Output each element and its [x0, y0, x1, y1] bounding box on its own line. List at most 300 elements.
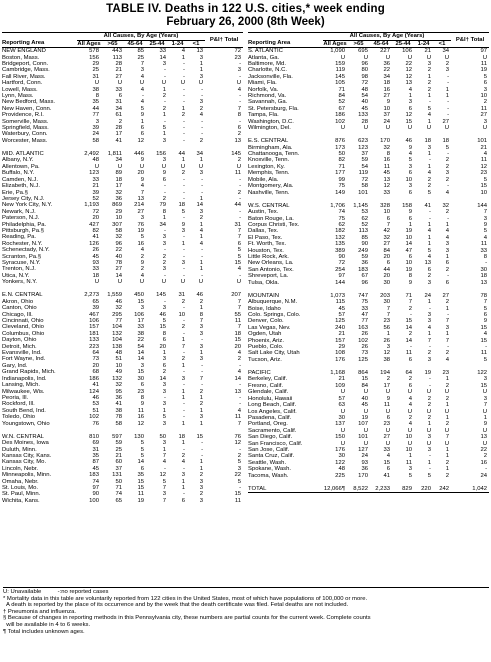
reporting-area-cell: Allentown, Pa. [2, 163, 40, 170]
value-cell: 7 [162, 484, 166, 491]
value-cell: 144 [477, 202, 488, 209]
value-cell: 5 [237, 253, 242, 260]
value-cell: 115 [335, 299, 345, 306]
value-cell: 3 [181, 375, 185, 382]
reporting-area-cell: Houston, Tex. [248, 247, 284, 254]
value-cell: 18 [442, 138, 450, 145]
value-cell: 17 [115, 131, 122, 138]
value-cell: 2 [162, 369, 166, 376]
value-cell: 51 [92, 407, 99, 414]
value-cell: 3 [445, 324, 450, 331]
value-cell: 74 [92, 478, 99, 485]
value-cell: 74 [115, 491, 122, 498]
value-cell: 21 [480, 144, 488, 151]
reporting-area-cell: MID. ATLANTIC [2, 151, 44, 158]
value-cell: 29 [92, 61, 99, 67]
value-cell: - [183, 234, 185, 241]
value-cell: U [407, 408, 412, 415]
value-cell: 6 [386, 466, 390, 473]
value-cell: 45 [383, 170, 390, 177]
value-cell: 71 [405, 292, 412, 299]
table-row [248, 48, 489, 55]
value-cell: 7 [483, 402, 488, 409]
reporting-area-cell: St. Paul, Minn. [2, 491, 41, 498]
value-cell: 54 [361, 163, 368, 170]
value-cell: 13 [480, 279, 488, 286]
value-cell: 3 [199, 497, 204, 504]
reporting-area-cell: Memphis, Tenn. [248, 170, 290, 177]
value-cell: 76 [92, 420, 99, 427]
value-cell: 3 [408, 466, 412, 473]
value-cell: 2 [445, 163, 450, 170]
value-cell: 5 [237, 478, 242, 485]
value-cell: 1 [181, 440, 185, 447]
reporting-area-cell: Detroit, Mich. [2, 343, 37, 350]
reporting-area-cell: Knoxville, Tenn. [248, 157, 290, 164]
reporting-area-cell: Wichita, Kans. [2, 497, 40, 504]
value-cell: 3 [483, 118, 488, 125]
value-cell: 40 [361, 99, 368, 106]
value-cell: 34 [383, 73, 390, 80]
value-cell: 6 [181, 497, 185, 504]
reporting-area-cell: San Diego, Calif. [248, 434, 293, 441]
value-cell: - [201, 253, 204, 260]
value-cell: 3 [181, 472, 185, 479]
reporting-area-cell: Chattanooga, Tenn. [248, 151, 300, 158]
value-cell: 1,559 [107, 292, 122, 299]
value-cell: 71 [115, 484, 122, 491]
value-cell: U [117, 279, 122, 286]
value-cell: 220 [421, 485, 431, 492]
value-cell: 9 [140, 157, 144, 164]
reporting-area-cell: Yonkers, N.Y. [2, 279, 38, 286]
reporting-area-cell: Trenton, N.J. [2, 266, 36, 273]
value-cell: U [139, 279, 144, 286]
value-cell: 22 [383, 67, 390, 74]
value-cell: 9 [483, 318, 488, 325]
value-cell: 4 [427, 253, 431, 260]
value-cell: 10 [405, 176, 412, 183]
value-cell: 2 [237, 189, 242, 196]
value-cell: U [340, 427, 345, 434]
value-cell: U [161, 163, 166, 170]
value-cell: 25 [115, 446, 122, 453]
value-cell: U [363, 125, 368, 132]
value-cell: 45 [92, 253, 99, 260]
reporting-area-cell: Cambridge, Mass. [2, 67, 50, 74]
value-cell: U [180, 80, 185, 87]
value-cell: 1 [181, 157, 185, 164]
value-cell: 4 [140, 247, 144, 254]
value-cell: 5 [445, 144, 450, 151]
reporting-area-cell: Youngstown, Ohio [2, 420, 50, 427]
value-cell: - [239, 215, 242, 222]
value-cell: 3 [162, 234, 166, 241]
value-cell: 3 [140, 215, 144, 222]
reporting-area-cell: S. ATLANTIC [248, 48, 283, 55]
value-cell: 6 [408, 215, 412, 222]
value-cell: 5 [140, 234, 144, 241]
value-cell: 3 [427, 434, 431, 441]
reporting-area-cell: Denver, Colo. [248, 318, 284, 325]
reporting-area-cell: Baton Rouge, La. [248, 215, 294, 222]
value-cell: 3 [408, 183, 412, 190]
value-cell: 7 [386, 221, 390, 228]
value-cell: 2 [408, 305, 412, 312]
value-cell: - [485, 466, 488, 473]
value-cell: - [183, 266, 185, 273]
value-cell: 14 [405, 337, 412, 344]
value-cell: 39 [92, 305, 99, 312]
value-cell: 214 [134, 202, 144, 209]
reporting-area-cell: Tampa, Fla. [248, 112, 279, 119]
reporting-area-cell: Rockford, Ill. [2, 401, 35, 408]
value-cell: - [239, 118, 242, 125]
reporting-area-cell: Atlanta, Ga. [248, 54, 280, 61]
spacer-row [248, 196, 489, 203]
value-cell: 11 [234, 497, 242, 504]
value-cell: 38 [92, 86, 99, 93]
value-cell: 90 [361, 241, 368, 248]
reporting-area-cell: Newark, N.J. [2, 208, 36, 215]
reporting-area-cell: Nashville, Tenn. [248, 189, 290, 196]
value-cell: 24 [361, 453, 368, 460]
value-cell: 11 [480, 241, 488, 248]
value-cell: 3 [199, 484, 204, 491]
value-cell: - [164, 189, 166, 196]
value-cell: 5 [408, 157, 412, 164]
value-cell: 4 [140, 183, 144, 190]
value-cell: U [180, 163, 185, 170]
value-cell: 3 [199, 356, 204, 363]
value-cell: 31 [92, 73, 99, 80]
value-cell: 47 [405, 247, 412, 254]
value-cell: 72 [234, 48, 242, 55]
value-cell: 7 [237, 420, 242, 427]
value-cell: 41 [424, 202, 431, 209]
value-cell: - [201, 452, 204, 459]
value-cell: U [363, 54, 368, 61]
value-cell: 19 [405, 266, 412, 273]
reporting-area-cell: MOUNTAIN [248, 292, 279, 299]
value-cell: U [385, 54, 390, 61]
value-cell: 33 [361, 305, 368, 312]
value-cell: 2 [445, 61, 450, 67]
value-cell: 45 [92, 465, 99, 472]
value-cell: U [236, 163, 242, 170]
value-cell: 2 [237, 157, 242, 164]
value-cell: 14 [159, 54, 166, 61]
value-cell: 127 [358, 446, 368, 453]
value-cell: - [183, 414, 185, 421]
value-cell: 9 [140, 259, 144, 266]
header-all-ages: All Ages [77, 40, 101, 47]
value-cell: 163 [358, 324, 368, 331]
value-cell: U [482, 125, 488, 132]
value-cell: 597 [112, 433, 122, 440]
value-cell: 13 [234, 137, 242, 144]
reporting-area-cell: Evansville, Ind. [2, 350, 42, 357]
value-cell: 2 [162, 105, 166, 112]
table-subtitle: February 26, 2000 (8th Week) [166, 16, 325, 28]
value-cell: 34 [115, 157, 122, 164]
value-cell: 19 [137, 497, 144, 504]
value-cell: 5 [181, 208, 185, 215]
value-cell: - [410, 312, 412, 319]
value-cell: 3 [427, 312, 431, 319]
value-cell: 3 [483, 215, 488, 222]
value-cell: - [429, 157, 431, 164]
value-cell: - [429, 376, 431, 383]
value-cell: 1 [427, 151, 431, 158]
value-cell: 28 [115, 125, 122, 132]
value-cell: 133 [89, 337, 99, 344]
value-cell: 3 [140, 305, 144, 312]
value-cell: 41 [383, 472, 390, 479]
reporting-area-cell: Savannah, Ga. [248, 99, 288, 106]
value-cell: U [340, 54, 345, 61]
value-cell: 35 [92, 452, 99, 459]
value-cell: - [429, 215, 431, 222]
value-cell: 1 [181, 362, 185, 369]
right-column [248, 32, 489, 493]
reporting-area-cell: Montgomery, Ala. [248, 183, 294, 190]
value-cell: 20 [92, 362, 99, 369]
value-cell: 38 [115, 407, 122, 414]
reporting-area-cell: Lynn, Mass. [2, 93, 34, 100]
value-cell: 106 [134, 311, 144, 318]
value-cell: 223 [89, 343, 99, 350]
value-cell: 1 [199, 266, 204, 273]
value-cell: 2 [199, 137, 204, 144]
value-cell: 48 [115, 350, 122, 357]
value-cell: U [407, 427, 412, 434]
reporting-area-cell: Chicago, Ill. [2, 311, 33, 318]
value-cell: 12 [234, 440, 242, 447]
spacer-row [2, 427, 243, 434]
value-cell: - [447, 215, 450, 222]
value-cell: 3 [162, 137, 166, 144]
value-cell: 150 [335, 434, 345, 441]
value-cell: 21 [115, 67, 122, 74]
value-cell: 8 [483, 253, 488, 260]
value-cell: 1 [162, 131, 166, 138]
value-cell: - [410, 344, 412, 351]
value-cell: - [239, 73, 242, 80]
value-cell: 5 [162, 125, 166, 132]
value-cell: 16 [383, 86, 390, 93]
reporting-area-cell: St. Louis, Mo. [2, 484, 39, 491]
value-cell: 158 [402, 202, 412, 209]
spacer-row [248, 479, 489, 486]
value-cell: 10 [115, 215, 122, 222]
value-cell: 450 [134, 292, 144, 299]
value-cell: 144 [335, 279, 345, 286]
value-cell: 85 [137, 48, 144, 55]
left-column [2, 32, 243, 504]
value-cell: 122 [477, 370, 488, 377]
value-cell: - [183, 491, 185, 498]
value-cell: 6 [237, 125, 242, 132]
value-cell: 132 [112, 330, 122, 337]
reporting-area-cell: Shreveport, La. [248, 273, 289, 280]
reporting-area-cell: Scranton, Pa.§ [2, 253, 41, 260]
value-cell: - [485, 344, 488, 351]
value-cell: 3 [162, 440, 166, 447]
value-cell: 102 [358, 337, 368, 344]
value-cell: 37 [383, 112, 390, 119]
table-row [2, 498, 243, 504]
value-cell: 145 [231, 151, 242, 158]
value-cell: 2 [181, 356, 185, 363]
value-cell: 1 [140, 118, 144, 125]
reporting-area-cell: Peoria, Ill. [2, 394, 29, 401]
value-cell: 27 [480, 112, 488, 119]
value-cell: - [239, 394, 242, 401]
value-cell: 6 [140, 125, 144, 132]
value-cell: - [429, 466, 431, 473]
value-cell: 5 [140, 452, 144, 459]
value-cell: 90 [92, 491, 99, 498]
value-cell: 31 [92, 446, 99, 453]
value-cell: 4 [181, 459, 185, 466]
value-cell: 108 [335, 350, 345, 357]
value-cell: 2,273 [84, 292, 99, 299]
value-cell: 2 [118, 118, 122, 125]
spacer-row [248, 286, 489, 293]
value-cell: 3 [162, 388, 166, 395]
footnote-line: § Because of changes in reporting methods in this Pennsylvania city, these numbers are partial counts for the current week. Complete counts [3, 615, 371, 622]
value-cell: 1,168 [330, 370, 345, 377]
value-cell: 15 [234, 259, 242, 266]
value-cell: 12 [405, 112, 412, 119]
footnote-line: will be available in 4 to 6 weeks. [3, 621, 91, 628]
value-cell: U [363, 408, 368, 415]
value-cell: 2 [427, 176, 431, 183]
value-cell: 18 [115, 176, 122, 183]
spacer-cell [248, 196, 489, 203]
value-cell: U [139, 163, 144, 170]
value-cell: U [444, 389, 450, 396]
value-cell: 2 [427, 86, 431, 93]
value-cell: - [183, 350, 185, 357]
value-cell: 6 [237, 240, 242, 247]
value-cell: 14 [159, 375, 166, 382]
value-cell: - [447, 273, 450, 280]
value-cell: 39 [92, 189, 99, 196]
header-under-1-right: <1 [438, 40, 446, 47]
value-cell: 41 [92, 382, 99, 389]
value-cell: 1 [427, 221, 431, 228]
value-cell: 3 [140, 67, 144, 74]
value-cell: 3 [162, 356, 166, 363]
value-cell: - [201, 131, 204, 138]
value-cell: 6 [140, 382, 144, 389]
value-cell: 59 [361, 157, 368, 164]
value-cell: - [429, 382, 431, 389]
value-cell: 54 [137, 343, 144, 350]
value-cell: - [447, 99, 450, 106]
value-cell: 10 [405, 434, 412, 441]
value-cell: U [161, 80, 166, 87]
value-cell: 3 [162, 240, 166, 247]
reporting-area-cell: Kansas City, Mo. [2, 459, 47, 466]
value-cell: - [201, 125, 204, 132]
value-cell: 5 [162, 318, 166, 325]
reporting-area-cell: Tulsa, Okla. [248, 279, 280, 286]
reporting-area-cell: Lansing, Mich. [2, 382, 40, 389]
value-cell: 34 [159, 221, 166, 228]
value-cell: 10 [383, 105, 390, 112]
value-cell: 1 [181, 420, 185, 427]
value-cell: 3 [199, 99, 204, 106]
reporting-area-cell: New York City, N.Y. [2, 202, 53, 209]
value-cell: - [239, 195, 242, 202]
value-cell: 32 [383, 144, 390, 151]
value-cell: 21 [338, 376, 345, 383]
table-row [2, 48, 243, 55]
value-cell: - [429, 305, 431, 312]
value-cell: 183 [358, 266, 368, 273]
value-cell: 1 [181, 484, 185, 491]
value-cell: 54 [361, 93, 368, 100]
value-cell: 12 [383, 350, 390, 357]
left-table-body [2, 48, 243, 505]
reporting-area-cell: Honolulu, Hawaii [248, 395, 293, 402]
value-cell: 33 [159, 48, 166, 55]
value-cell: U [385, 427, 390, 434]
value-cell: 46 [196, 292, 204, 299]
value-cell: 4 [427, 228, 431, 235]
value-cell: 9 [386, 99, 390, 106]
value-cell: 149 [335, 189, 345, 196]
value-cell: 5 [483, 305, 488, 312]
value-cell: 18 [178, 202, 185, 209]
value-cell: 1 [445, 86, 450, 93]
value-cell: 3 [427, 279, 431, 286]
value-cell: 446 [134, 151, 144, 158]
reporting-area-cell: Rochester, N.Y. [2, 240, 43, 247]
reporting-area-cell: Dallas, Tex. [248, 228, 279, 235]
value-cell: 34 [115, 105, 122, 112]
value-cell: 48 [338, 466, 345, 473]
value-cell: 240 [335, 324, 345, 331]
value-cell: 77 [92, 112, 99, 119]
value-cell: 14 [137, 459, 144, 466]
reporting-area-cell: St. Petersburg, Fla. [248, 105, 299, 112]
value-cell: 35 [137, 472, 144, 479]
value-cell: U [426, 54, 431, 61]
value-cell: 45 [361, 105, 368, 112]
value-cell: U [407, 440, 412, 447]
value-cell: 1 [427, 241, 431, 248]
value-cell: 249 [358, 247, 368, 254]
value-cell: 2 [199, 491, 204, 498]
value-cell: 4 [483, 234, 488, 241]
value-cell: 3 [445, 241, 450, 248]
value-cell: 67 [361, 273, 368, 280]
spacer-cell [248, 363, 489, 370]
value-cell: 93 [92, 259, 99, 266]
value-cell: 18 [480, 273, 488, 280]
value-cell: U [363, 427, 368, 434]
value-cell: 123 [358, 144, 368, 151]
value-cell: U [444, 54, 450, 61]
value-cell: 1 [408, 453, 412, 460]
value-cell: - [239, 401, 242, 408]
reporting-area-cell: Camden, N.J. [2, 176, 39, 183]
value-cell: 3 [427, 144, 431, 151]
